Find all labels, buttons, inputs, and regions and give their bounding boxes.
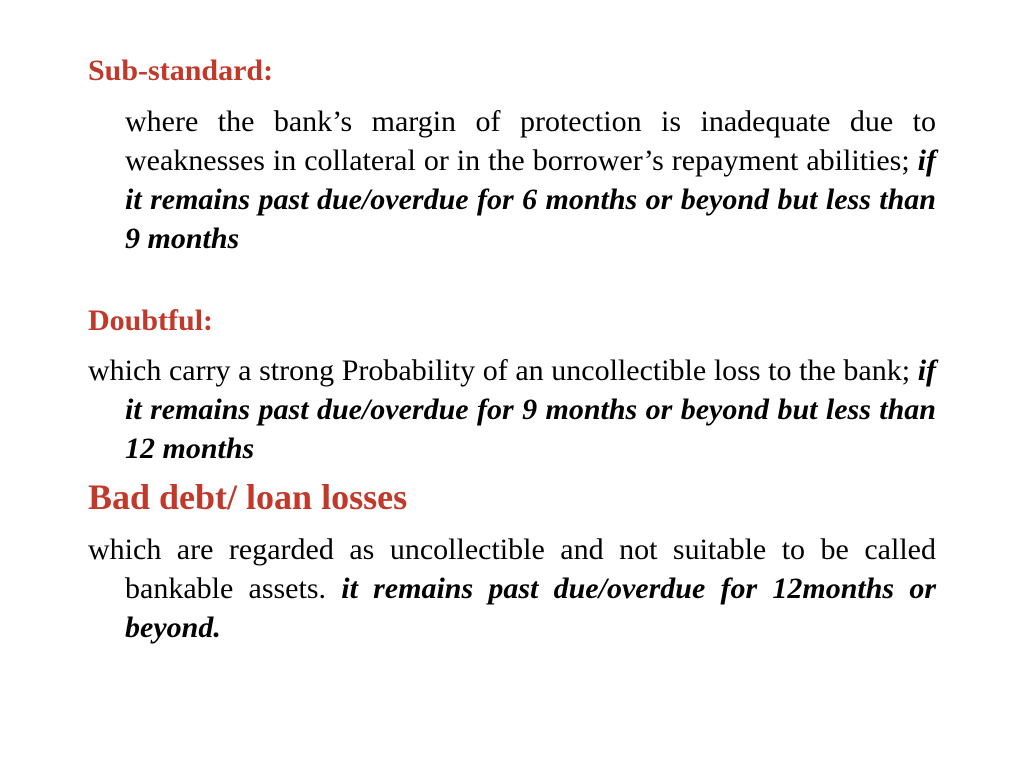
paragraph-bad-debt-emphasis: it remains past due/overdue for 12months or beyond. xyxy=(125,572,936,644)
paragraph-sub-standard-text: where the bank’s margin of protection is inadequate due to weaknesses in collateral or in the borrower’s repayment abilities; xyxy=(125,105,936,177)
heading-bad-debt: Bad debt/ loan losses xyxy=(88,477,408,517)
paragraph-sub-standard-emphasis: if it remains past due/overdue for 6 months or beyond but less than 9 months xyxy=(125,144,936,255)
paragraph-bad-debt-text: which are regarded as uncollectible and not suitable to be called bankable assets. xyxy=(88,533,936,605)
paragraph-sub-standard xyxy=(125,102,936,258)
heading-doubtful: Doubtful: xyxy=(88,304,214,337)
paragraph-bad-debt xyxy=(88,530,936,647)
paragraph-doubtful xyxy=(88,351,936,468)
paragraph-doubtful-emphasis: if it remains past due/overdue for 9 months or beyond but less than 12 months xyxy=(125,354,937,465)
heading-sub-standard: Sub-standard: xyxy=(88,54,274,87)
paragraph-doubtful-text: which carry a strong Probability of an uncollectible loss to the bank; xyxy=(88,354,911,387)
